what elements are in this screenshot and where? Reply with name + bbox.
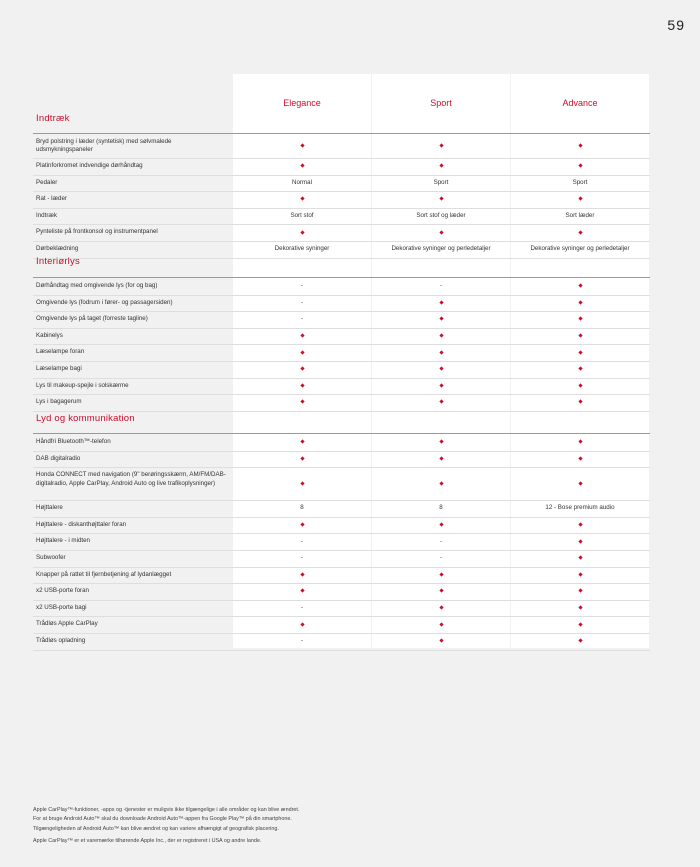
cell-value: Normal	[292, 178, 312, 186]
red-diamond-icon	[300, 456, 304, 460]
table-row	[33, 434, 650, 452]
red-diamond-icon	[578, 556, 582, 560]
red-diamond-icon	[439, 230, 443, 234]
red-diamond-icon	[300, 230, 304, 234]
included-dot-icon	[233, 365, 371, 372]
red-diamond-icon	[578, 333, 582, 337]
red-diamond-icon	[439, 143, 443, 147]
included-dot-icon	[233, 571, 371, 578]
red-diamond-icon	[300, 622, 304, 626]
included-dot-icon	[372, 229, 510, 236]
table-row	[33, 224, 650, 242]
included-dot-icon	[372, 398, 510, 405]
included-dot-icon	[511, 299, 649, 306]
red-diamond-icon	[439, 481, 443, 485]
table-row	[33, 175, 650, 193]
red-diamond-icon	[578, 383, 582, 387]
cell-value: Sort stof og læder	[416, 212, 466, 220]
table-row	[33, 278, 650, 296]
red-diamond-icon	[439, 300, 443, 304]
cell-value: 8	[439, 504, 443, 512]
red-diamond-icon	[439, 383, 443, 387]
red-diamond-icon	[300, 481, 304, 485]
cell-value: -	[300, 282, 304, 290]
red-diamond-icon	[578, 481, 582, 485]
included-dot-icon	[233, 521, 371, 528]
included-dot-icon	[372, 587, 510, 594]
red-diamond-icon	[439, 639, 443, 643]
included-dot-icon	[372, 299, 510, 306]
red-diamond-icon	[300, 589, 304, 593]
cell-value: Sport	[433, 178, 449, 186]
table-row	[33, 158, 650, 176]
table-row	[33, 567, 650, 585]
table-row	[33, 344, 650, 362]
red-diamond-icon	[300, 383, 304, 387]
cell-value: 8	[300, 504, 304, 512]
red-diamond-icon	[300, 350, 304, 354]
included-dot-icon	[233, 455, 371, 462]
red-diamond-icon	[439, 572, 443, 576]
cell-value: Sort læder	[565, 212, 595, 220]
included-dot-icon	[511, 455, 649, 462]
section-title: Lyd og kommunikation	[36, 413, 135, 424]
included-dot-icon	[372, 195, 510, 202]
table-row	[33, 328, 650, 346]
red-diamond-icon	[439, 350, 443, 354]
included-dot-icon	[372, 571, 510, 578]
row-label: Trådløs opladning	[36, 637, 86, 645]
row-label: Kabinelys	[36, 331, 63, 339]
included-dot-icon	[372, 365, 510, 372]
included-dot-icon	[511, 365, 649, 372]
footnote: Apple CarPlay™ er et varemærke tilhørende Apple Inc., der er registreret i USA og andre lande.	[33, 838, 262, 845]
row-label: Omgivende lys på taget (forreste tagline)	[36, 315, 148, 323]
cell-value: -	[300, 537, 304, 545]
row-label: Lys i bagagerum	[36, 398, 82, 406]
included-dot-icon	[511, 438, 649, 445]
red-diamond-icon	[300, 143, 304, 147]
row-label: Lys til makeup-spejle i solskærme	[36, 381, 129, 389]
row-label: Dørhåndtag med omgivende lys (for og bag)	[36, 282, 158, 290]
included-dot-icon	[233, 587, 371, 594]
included-dot-icon	[233, 195, 371, 202]
section-title: Indtræk	[36, 113, 70, 124]
included-dot-icon	[233, 162, 371, 169]
red-diamond-icon	[439, 622, 443, 626]
red-diamond-icon	[439, 333, 443, 337]
red-diamond-icon	[439, 400, 443, 404]
included-dot-icon	[511, 142, 649, 149]
cell-value: -	[439, 282, 443, 290]
red-diamond-icon	[300, 164, 304, 168]
cell-value: Sport	[572, 178, 588, 186]
included-dot-icon	[511, 637, 649, 644]
row-label: Omgivende lys (fodrum i fører- og passagersiden)	[36, 298, 173, 306]
cell-value: -	[300, 604, 304, 612]
row-label: Honda CONNECT med navigation (9" berøringsskærm, AM/FM/DAB-digitalradio, Apple CarPlay, Android Auto og live trafikoplysninger)	[36, 471, 226, 487]
included-dot-icon	[511, 349, 649, 356]
included-dot-icon	[372, 349, 510, 356]
table-row	[33, 378, 650, 396]
included-dot-icon	[511, 382, 649, 389]
page-number: 59	[667, 17, 685, 33]
column-header-sport: Sport	[430, 98, 452, 108]
red-diamond-icon	[578, 300, 582, 304]
red-diamond-icon	[300, 367, 304, 371]
table-row	[33, 361, 650, 379]
red-diamond-icon	[578, 400, 582, 404]
red-diamond-icon	[578, 440, 582, 444]
red-diamond-icon	[578, 456, 582, 460]
row-label: x2 USB-porte foran	[36, 587, 89, 595]
included-dot-icon	[372, 637, 510, 644]
row-label: DAB digitalradio	[36, 454, 81, 462]
row-label: Indtræk	[36, 211, 57, 219]
included-dot-icon	[233, 382, 371, 389]
included-dot-icon	[372, 621, 510, 628]
red-diamond-icon	[300, 333, 304, 337]
included-dot-icon	[372, 382, 510, 389]
red-diamond-icon	[578, 605, 582, 609]
red-diamond-icon	[578, 317, 582, 321]
table-row	[33, 241, 650, 259]
included-dot-icon	[372, 438, 510, 445]
included-dot-icon	[233, 349, 371, 356]
included-dot-icon	[511, 332, 649, 339]
red-diamond-icon	[300, 440, 304, 444]
included-dot-icon	[372, 521, 510, 528]
cell-value: -	[300, 554, 304, 562]
cell-value: Dekorative syninger og perledetaljer	[530, 245, 630, 253]
included-dot-icon	[233, 142, 371, 149]
table-row	[33, 600, 650, 618]
cell-value: Dekorative syninger og perledetaljer	[391, 245, 491, 253]
footnote: Tilgængeligheden af Android Auto™ kan blive ændret og kan variere afhængigt af geografisk placering.	[33, 825, 279, 832]
table-row	[33, 616, 650, 634]
included-dot-icon	[511, 162, 649, 169]
table-row	[33, 134, 650, 159]
table-row	[33, 583, 650, 601]
included-dot-icon	[511, 480, 649, 487]
included-dot-icon	[233, 229, 371, 236]
red-diamond-icon	[578, 350, 582, 354]
column-header-elegance: Elegance	[283, 98, 321, 108]
red-diamond-icon	[578, 522, 582, 526]
red-diamond-icon	[300, 572, 304, 576]
row-label: Læselampe foran	[36, 348, 85, 356]
table-row	[33, 533, 650, 551]
row-label: Højttalere	[36, 504, 63, 512]
column-header-advance: Advance	[562, 98, 598, 108]
red-diamond-icon	[439, 440, 443, 444]
included-dot-icon	[511, 554, 649, 561]
table-row	[33, 500, 650, 518]
footnote: Apple CarPlay™-funktioner, -apps og -tjenester er muligvis ikke tilgængelige i alle områder og kan blive ændret.	[33, 807, 300, 813]
table-row	[33, 451, 650, 469]
included-dot-icon	[511, 621, 649, 628]
red-diamond-icon	[439, 164, 443, 168]
included-dot-icon	[233, 621, 371, 628]
table-row	[33, 311, 650, 329]
included-dot-icon	[233, 332, 371, 339]
row-label: Højttalere - diskanthøjttaler foran	[36, 520, 127, 528]
table-row	[33, 550, 650, 568]
row-label: x2 USB-porte bagi	[36, 603, 87, 611]
included-dot-icon	[511, 398, 649, 405]
included-dot-icon	[372, 480, 510, 487]
row-label: Rat - læder	[36, 195, 67, 203]
red-diamond-icon	[578, 639, 582, 643]
row-label: Subwoofer	[36, 554, 66, 562]
red-diamond-icon	[578, 589, 582, 593]
row-label: Platinforkromet indvendige dørhåndtag	[36, 162, 143, 170]
included-dot-icon	[511, 521, 649, 528]
included-dot-icon	[233, 398, 371, 405]
red-diamond-icon	[578, 143, 582, 147]
included-dot-icon	[511, 538, 649, 545]
cell-value: -	[439, 554, 443, 562]
red-diamond-icon	[439, 367, 443, 371]
red-diamond-icon	[300, 522, 304, 526]
table-row	[33, 633, 650, 651]
red-diamond-icon	[439, 522, 443, 526]
red-diamond-icon	[578, 572, 582, 576]
included-dot-icon	[511, 229, 649, 236]
red-diamond-icon	[300, 197, 304, 201]
table-row	[33, 467, 650, 501]
row-label: Pedaler	[36, 178, 58, 186]
table-row	[33, 517, 650, 535]
row-label: Læselampe bagi	[36, 365, 82, 373]
table-row	[33, 394, 650, 412]
footnote: For at bruge Android Auto™ skal du downloade Android Auto™-appen fra Google Play™ på din smartphone.	[33, 816, 292, 823]
included-dot-icon	[511, 604, 649, 611]
included-dot-icon	[372, 162, 510, 169]
cell-value: -	[439, 537, 443, 545]
included-dot-icon	[511, 315, 649, 322]
red-diamond-icon	[439, 589, 443, 593]
red-diamond-icon	[439, 605, 443, 609]
red-diamond-icon	[578, 197, 582, 201]
cell-value: -	[300, 298, 304, 306]
row-label: Højttalere - i midten	[36, 537, 90, 545]
cell-value: -	[300, 315, 304, 323]
row-label: Håndfri Bluetooth™-telefon	[36, 438, 111, 446]
included-dot-icon	[233, 480, 371, 487]
included-dot-icon	[511, 282, 649, 289]
cell-value: -	[300, 637, 304, 645]
included-dot-icon	[372, 142, 510, 149]
red-diamond-icon	[578, 622, 582, 626]
table-row	[33, 191, 650, 209]
footnotes	[33, 806, 453, 847]
red-diamond-icon	[578, 230, 582, 234]
included-dot-icon	[511, 587, 649, 594]
red-diamond-icon	[439, 197, 443, 201]
red-diamond-icon	[300, 400, 304, 404]
cell-value: 12 - Bose premium audio	[545, 504, 615, 512]
section-title: Interiørlys	[36, 256, 80, 267]
included-dot-icon	[233, 438, 371, 445]
included-dot-icon	[511, 195, 649, 202]
red-diamond-icon	[578, 539, 582, 543]
included-dot-icon	[511, 571, 649, 578]
cell-value: Sort stof	[290, 212, 314, 220]
red-diamond-icon	[439, 456, 443, 460]
row-label: Dørbeklædning	[36, 245, 79, 253]
row-label: Knapper på rattet til fjernbetjening af lydanlægget	[36, 570, 172, 578]
row-label: Bryd polstring i læder (syntetisk) med sølvmalede udsmykningspaneler	[36, 137, 172, 153]
included-dot-icon	[372, 455, 510, 462]
table-row	[33, 208, 650, 226]
cell-value: Dekorative syninger	[274, 245, 330, 253]
table-row	[33, 295, 650, 313]
row-label: Trådløs Apple CarPlay	[36, 620, 98, 628]
red-diamond-icon	[578, 164, 582, 168]
included-dot-icon	[372, 315, 510, 322]
included-dot-icon	[372, 332, 510, 339]
red-diamond-icon	[578, 284, 582, 288]
row-label: Pynteliste på frontkonsol og instrumentpanel	[36, 228, 158, 236]
red-diamond-icon	[439, 317, 443, 321]
red-diamond-icon	[578, 367, 582, 371]
included-dot-icon	[372, 604, 510, 611]
